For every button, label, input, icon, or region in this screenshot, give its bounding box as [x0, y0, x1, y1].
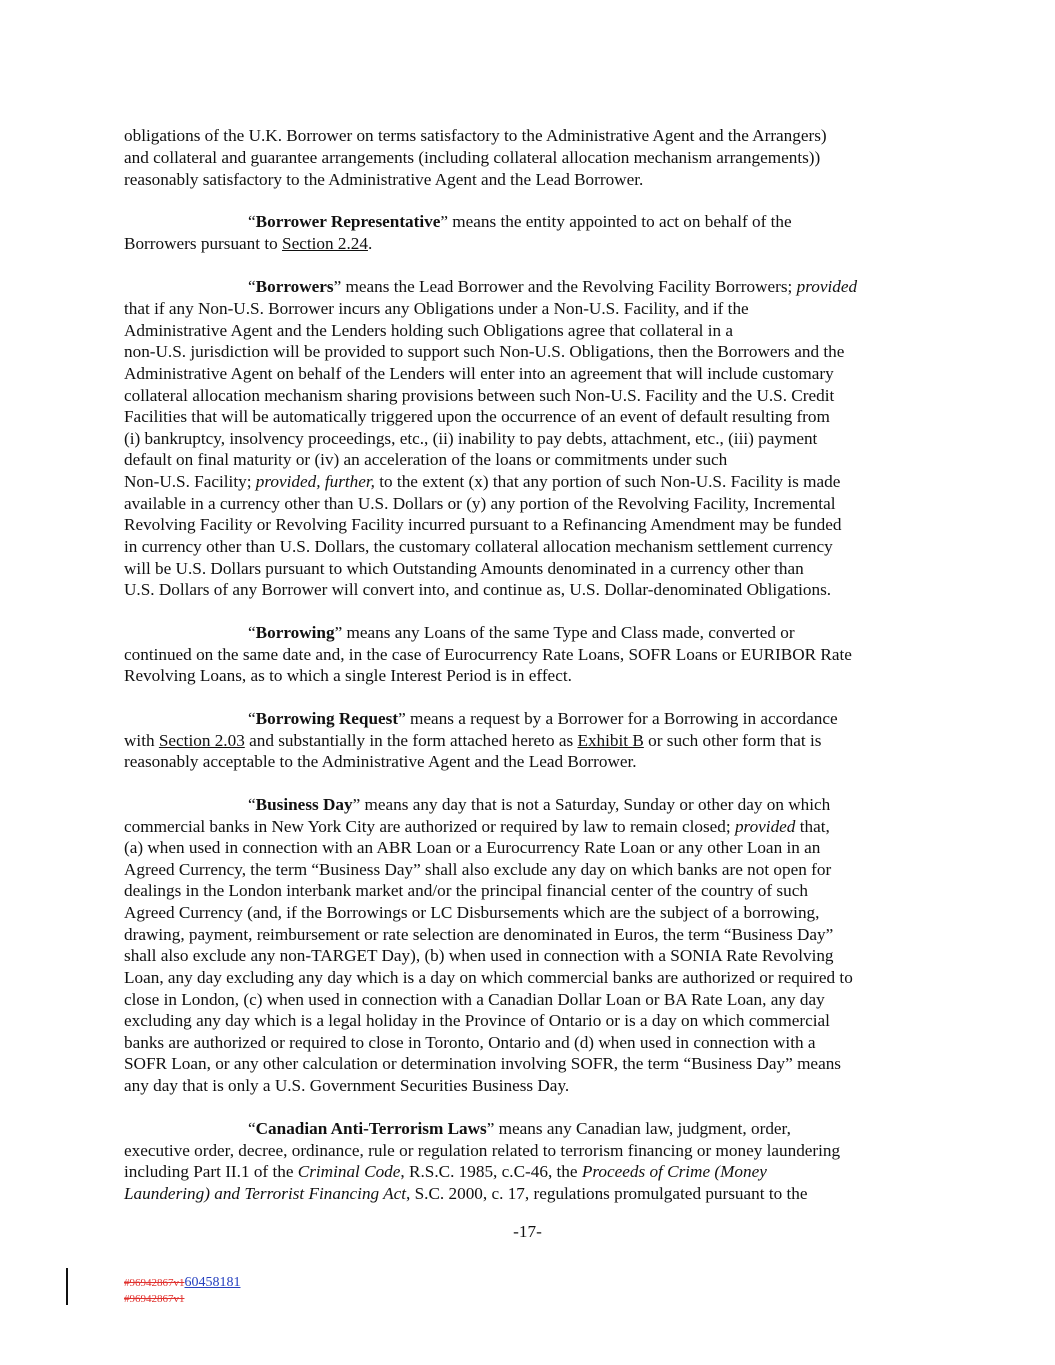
definition-business-day: “Business Day” means any day that is not a Saturday, Sunday or other day on which [248, 795, 831, 814]
definition-canadian-anti-terrorism-laws: “Canadian Anti-Terrorism Laws” means any Canadian law, judgment, order, [248, 1119, 791, 1138]
paragraph-line: continued on the same date and, in the case of Eurocurrency Rate Loans, SOFR Loans or EURIBOR Rate [124, 645, 852, 664]
paragraph-line: in currency other than U.S. Dollars, the customary collateral allocation mechanism settlement currency [124, 537, 833, 556]
paragraph-line: SOFR Loan, or any other calculation or determination involving SOFR, the term “Business Day” means [124, 1054, 841, 1073]
document-id-line [124, 1289, 185, 1307]
section-2-03-link[interactable]: Section 2.03 [158, 731, 245, 750]
paragraph-line: non-U.S. jurisdiction will be provided to support such Non-U.S. Obligations, then the Borrowers and the [124, 342, 845, 361]
paragraph-line: with Section 2.03 and substantially in the form attached hereto as Exhibit B or such other form that is [124, 731, 822, 750]
paragraph-line: Administrative Agent and the Lenders holding such Obligations agree that collateral in a [124, 321, 734, 340]
paragraph-line: reasonably satisfactory to the Administrative Agent and the Lead Borrower. [124, 170, 644, 189]
defined-term: Borrowing Request [255, 709, 399, 728]
change-bar [66, 1268, 68, 1305]
paragraph-line: close in London, (c) when used in connection with a Canadian Dollar Loan or BA Rate Loan, any day [124, 990, 825, 1009]
paragraph-line: Revolving Loans, as to which a single Interest Period is in effect. [124, 666, 572, 685]
section-2-24-link[interactable]: Section 2.24 [282, 234, 368, 253]
paragraph-line: reasonably acceptable to the Administrative Agent and the Lead Borrower. [124, 752, 637, 771]
paragraph-line: collateral allocation mechanism sharing provisions between such Non-U.S. Facility and the U.S. Credit [124, 386, 835, 405]
paragraph-line: Revolving Facility or Revolving Facility incurred pursuant to a Refinancing Amendment may be funded [124, 515, 842, 534]
paragraph-line: commercial banks in New York City are authorized or required by law to remain closed; provided that, [124, 817, 830, 836]
defined-term: Canadian Anti-Terrorism Laws [255, 1119, 487, 1138]
exhibit-b-link[interactable]: Exhibit B [577, 731, 644, 750]
definition-borrowing: “Borrowing” means any Loans of the same Type and Class made, converted or [248, 623, 795, 642]
definition-borrowers: “Borrowers” means the Lead Borrower and the Revolving Facility Borrowers; provided [248, 277, 858, 296]
deleted-document-id: #96942867v1 [124, 1293, 185, 1305]
paragraph-line: Administrative Agent on behalf of the Lenders will enter into an agreement that will include customary [124, 364, 834, 383]
inserted-document-id: 60458181 [184, 1275, 241, 1290]
paragraph-line: default on final maturity or (iv) an acceleration of the loans or commitments under such [124, 450, 728, 469]
paragraph-line: any day that is only a U.S. Government Securities Business Day. [124, 1076, 570, 1095]
paragraph-line: executive order, decree, ordinance, rule or regulation related to terrorism financing or money laundering [124, 1141, 841, 1160]
paragraph-line: Facilities that will be automatically triggered upon the occurrence of an event of default resulting from [124, 407, 830, 426]
paragraph-line: Agreed Currency, the term “Business Day” shall also exclude any day on which banks are not open for [124, 860, 832, 879]
defined-term: Business Day [255, 795, 353, 814]
paragraph-line: that if any Non-U.S. Borrower incurs any Obligations under a Non-U.S. Facility, and if the [124, 299, 749, 318]
deleted-document-id: #96942867v1 [124, 1277, 185, 1289]
paragraph-line: Non-U.S. Facility; provided, further, to the extent (x) that any portion of such Non-U.S. Facility is made [124, 472, 841, 491]
definition-borrowing-request: “Borrowing Request” means a request by a Borrower for a Borrowing in accordance [248, 709, 838, 728]
paragraph-line: will be U.S. Dollars pursuant to which Outstanding Amounts denominated in a currency other than [124, 559, 804, 578]
paragraph-line: available in a currency other than U.S. Dollars or (y) any portion of the Revolving Facility, Incremental [124, 494, 836, 513]
paragraph-line: dealings in the London interbank market and/or the principal financial center of the country of such [124, 881, 808, 900]
paragraph-line: shall also exclude any non-TARGET Day), (b) when used in connection with a SONIA Rate Revolving [124, 946, 834, 965]
paragraph-line: obligations of the U.K. Borrower on terms satisfactory to the Administrative Agent and the Arrangers) [124, 126, 827, 145]
paragraph-line: and collateral and guarantee arrangements (including collateral allocation mechanism arrangements)) [124, 148, 821, 167]
paragraph-line: drawing, payment, reimbursement or rate selection are denominated in Euros, the term “Business Day” [124, 925, 834, 944]
paragraph-line: Agreed Currency (and, if the Borrowings or LC Disbursements which are the subject of a borrowing, [124, 903, 820, 922]
paragraph-line: excluding any day which is a legal holiday in the Province of Ontario or is a day on which commercial [124, 1011, 830, 1030]
paragraph-line: Laundering) and Terrorist Financing Act, S.C. 2000, c. 17, regulations promulgated pursuant to the [124, 1184, 808, 1203]
paragraph-line: Borrowers pursuant to Section 2.24. [124, 234, 373, 253]
paragraph-line: including Part II.1 of the Criminal Code, R.S.C. 1985, c.C-46, the Proceeds of Crime (Money [124, 1162, 767, 1181]
paragraph-line: (i) bankruptcy, insolvency proceedings, etc., (ii) inability to pay debts, attachment, etc., (iii) payment [124, 429, 818, 448]
page-number: -17- [513, 1222, 542, 1241]
paragraph-line: U.S. Dollars of any Borrower will convert into, and continue as, U.S. Dollar-denominated Obligations. [124, 580, 832, 599]
paragraph-line: (a) when used in connection with an ABR Loan or a Eurocurrency Rate Loan or any other Loan in an [124, 838, 821, 857]
defined-term: Borrower Representative [255, 212, 441, 231]
paragraph-line: Loan, any day excluding any day which is a day on which commercial banks are authorized or required to [124, 968, 853, 987]
defined-term: Borrowing [255, 623, 335, 642]
defined-term: Borrowers [255, 277, 334, 296]
definition-borrower-representative: “Borrower Representative” means the entity appointed to act on behalf of the [248, 212, 792, 231]
paragraph-line: banks are authorized or required to close in Toronto, Ontario and (d) when used in connection with a [124, 1033, 816, 1052]
